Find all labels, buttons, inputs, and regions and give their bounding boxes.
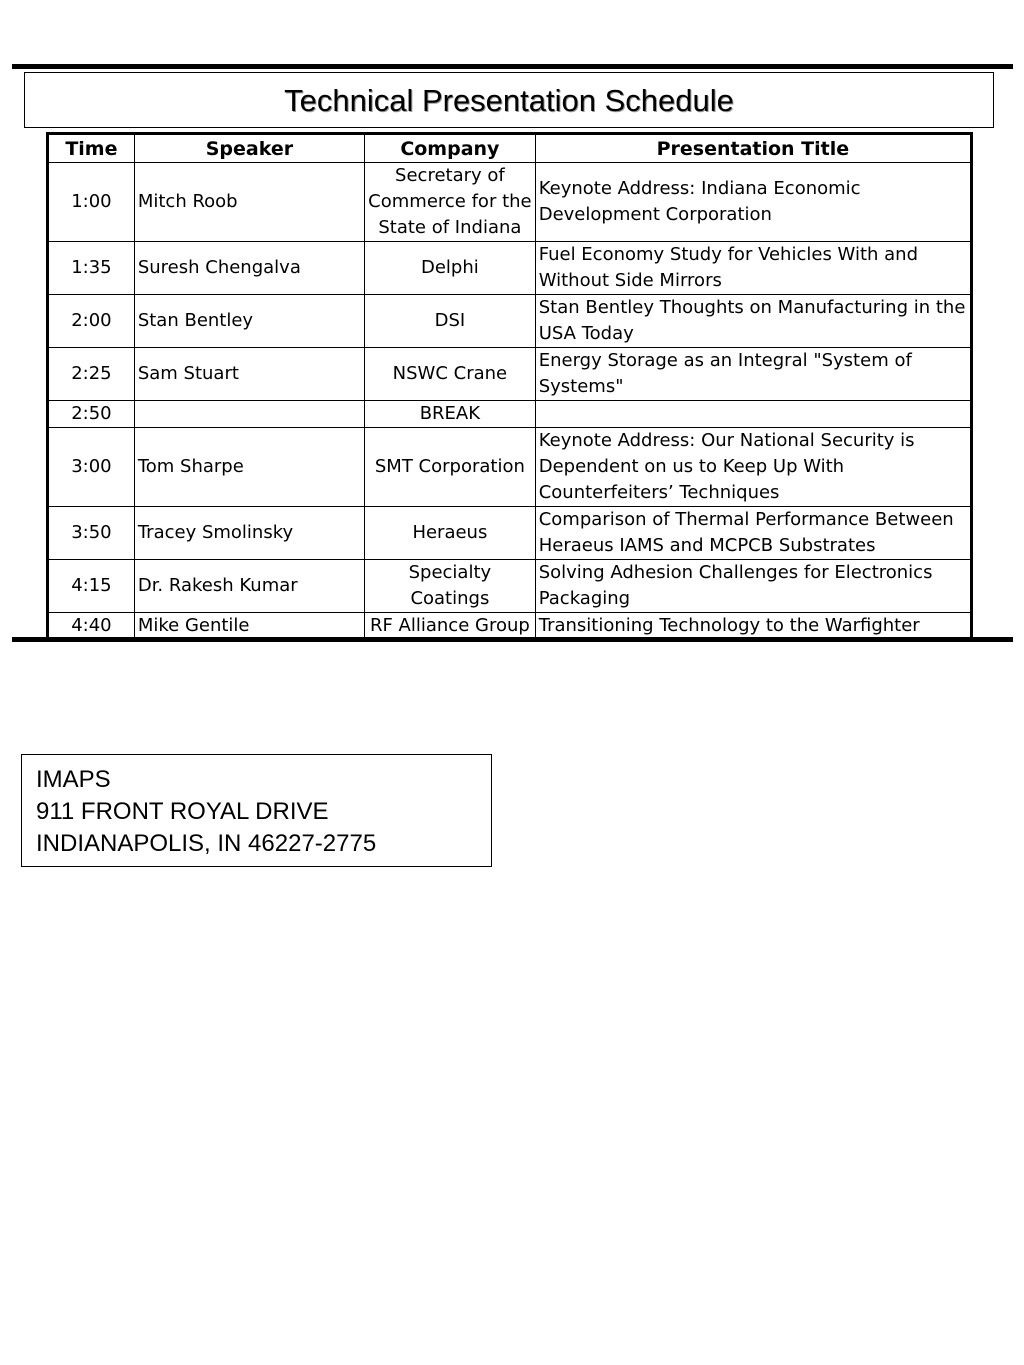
presentation-title-cell: Keynote Address: Our National Security is Dependent on us to Keep Up With Counterfeiters’ Techniques: [535, 428, 971, 507]
company-cell: NSWC Crane: [365, 348, 536, 401]
table-row: [48, 163, 972, 242]
presentation-title-cell: Stan Bentley Thoughts on Manufacturing in the USA Today: [535, 295, 971, 348]
speaker-cell: Tracey Smolinsky: [134, 507, 364, 560]
title-box: [24, 72, 994, 128]
header-presentation-title: Presentation Title: [535, 134, 971, 163]
address-organization: IMAPS: [36, 766, 111, 793]
header-speaker: Speaker: [134, 134, 364, 163]
company-cell: RF Alliance Group: [365, 613, 536, 641]
company-cell: Specialty Coatings: [365, 560, 536, 613]
address-box: [21, 754, 492, 867]
table-row-break: [48, 401, 972, 428]
presentation-title-cell: Solving Adhesion Challenges for Electronics Packaging: [535, 560, 971, 613]
table-row: [48, 348, 972, 401]
presentation-title-cell: Fuel Economy Study for Vehicles With and Without Side Mirrors: [535, 242, 971, 295]
company-cell: SMT Corporation: [365, 428, 536, 507]
time-cell: 1:35: [48, 242, 135, 295]
speaker-cell: [134, 401, 364, 428]
address-street: 911 FRONT ROYAL DRIVE: [36, 798, 329, 825]
speaker-cell: Stan Bentley: [134, 295, 364, 348]
bottom-rule: [12, 637, 1013, 642]
speaker-cell: Sam Stuart: [134, 348, 364, 401]
speaker-cell: Suresh Chengalva: [134, 242, 364, 295]
header-time: Time: [48, 134, 135, 163]
address-city-state-zip: INDIANAPOLIS, IN 46227-2775: [36, 830, 377, 857]
company-cell: Secretary of Commerce for the State of Indiana: [365, 163, 536, 242]
header-company: Company: [365, 134, 536, 163]
time-cell: 2:00: [48, 295, 135, 348]
time-cell: 2:50: [48, 401, 135, 428]
time-cell: 1:00: [48, 163, 135, 242]
schedule-table: [46, 132, 973, 642]
time-cell: 3:00: [48, 428, 135, 507]
table-row: [48, 560, 972, 613]
time-cell: 3:50: [48, 507, 135, 560]
company-cell: DSI: [365, 295, 536, 348]
speaker-cell: Tom Sharpe: [134, 428, 364, 507]
speaker-cell: Mike Gentile: [134, 613, 364, 641]
table-row: [48, 428, 972, 507]
table-row: [48, 507, 972, 560]
table-header-row: [48, 134, 972, 163]
company-cell: Delphi: [365, 242, 536, 295]
top-rule: [12, 64, 1013, 69]
page-title: Technical Presentation Schedule: [284, 83, 734, 118]
speaker-cell: Dr. Rakesh Kumar: [134, 560, 364, 613]
time-cell: 4:40: [48, 613, 135, 641]
company-cell: BREAK: [365, 401, 536, 428]
table-row: [48, 295, 972, 348]
presentation-title-cell: Energy Storage as an Integral "System of Systems": [535, 348, 971, 401]
table-row: [48, 242, 972, 295]
presentation-title-cell: Comparison of Thermal Performance Between Heraeus IAMS and MCPCB Substrates: [535, 507, 971, 560]
time-cell: 2:25: [48, 348, 135, 401]
presentation-title-cell: Keynote Address: Indiana Economic Development Corporation: [535, 163, 971, 242]
speaker-cell: Mitch Roob: [134, 163, 364, 242]
company-cell: Heraeus: [365, 507, 536, 560]
time-cell: 4:15: [48, 560, 135, 613]
presentation-title-cell: [535, 401, 971, 428]
presentation-title-cell: Transitioning Technology to the Warfighter: [535, 613, 971, 641]
